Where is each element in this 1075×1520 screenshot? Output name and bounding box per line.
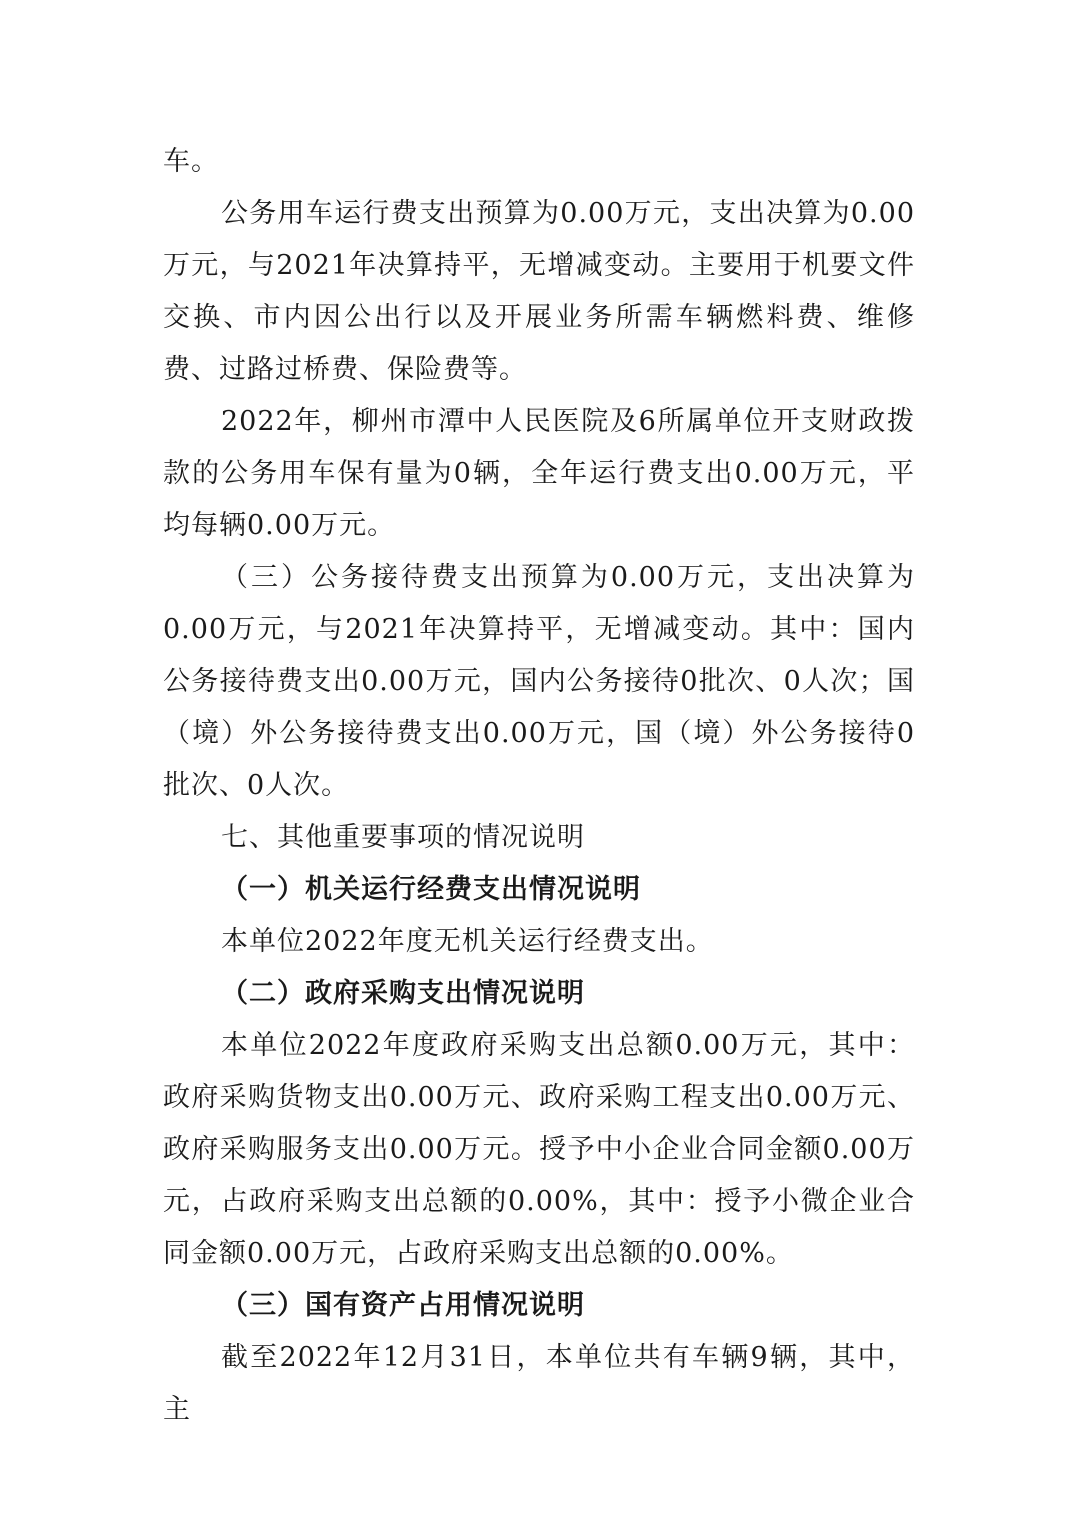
section-heading-other-matters: 七、其他重要事项的情况说明 (221, 822, 585, 853)
paragraph-car-continuation: 车。 (163, 146, 219, 177)
subheading-government-procurement: （二）政府采购支出情况说明 (221, 978, 585, 1009)
document-body (163, 136, 915, 1436)
paragraph-operating-expenses: 本单位2022年度无机关运行经费支出。 (221, 926, 714, 957)
subheading-operating-expenses: （一）机关运行经费支出情况说明 (221, 874, 641, 905)
paragraph-vehicle-operation-cost: 公务用车运行费支出预算为0.00万元，支出决算为0.00万元，与2021年决算持平，无增减变动。主要用于机要文件交换、市内因公出行以及开展业务所需车辆燃料费、维修费、过路过桥费、保险费等。 (163, 198, 915, 385)
paragraph-state-assets: 截至2022年12月31日，本单位共有车辆9辆，其中，主 (163, 1342, 915, 1425)
subheading-state-assets: （三）国有资产占用情况说明 (221, 1290, 585, 1321)
paragraph-reception-cost: （三）公务接待费支出预算为0.00万元，支出决算为0.00万元，与2021年决算持平，无增减变动。其中：国内公务接待费支出0.00万元，国内公务接待0批次、0人次；国（境）外公务接待费支出0.00万元，国（境）外公务接待0批次、0人次。 (163, 562, 915, 801)
paragraph-vehicle-holdings: 2022年，柳州市潭中人民医院及6所属单位开支财政拨款的公务用车保有量为0辆，全年运行费支出0.00万元，平均每辆0.00万元。 (163, 406, 915, 541)
paragraph-government-procurement: 本单位2022年度政府采购支出总额0.00万元，其中：政府采购货物支出0.00万元、政府采购工程支出0.00万元、政府采购服务支出0.00万元。授予中小企业合同金额0.00万元，占政府采购支出总额的0.00%，其中：授予小微企业合同金额0.00万元，占政府采购支出总额的0.00%。 (163, 1030, 915, 1269)
